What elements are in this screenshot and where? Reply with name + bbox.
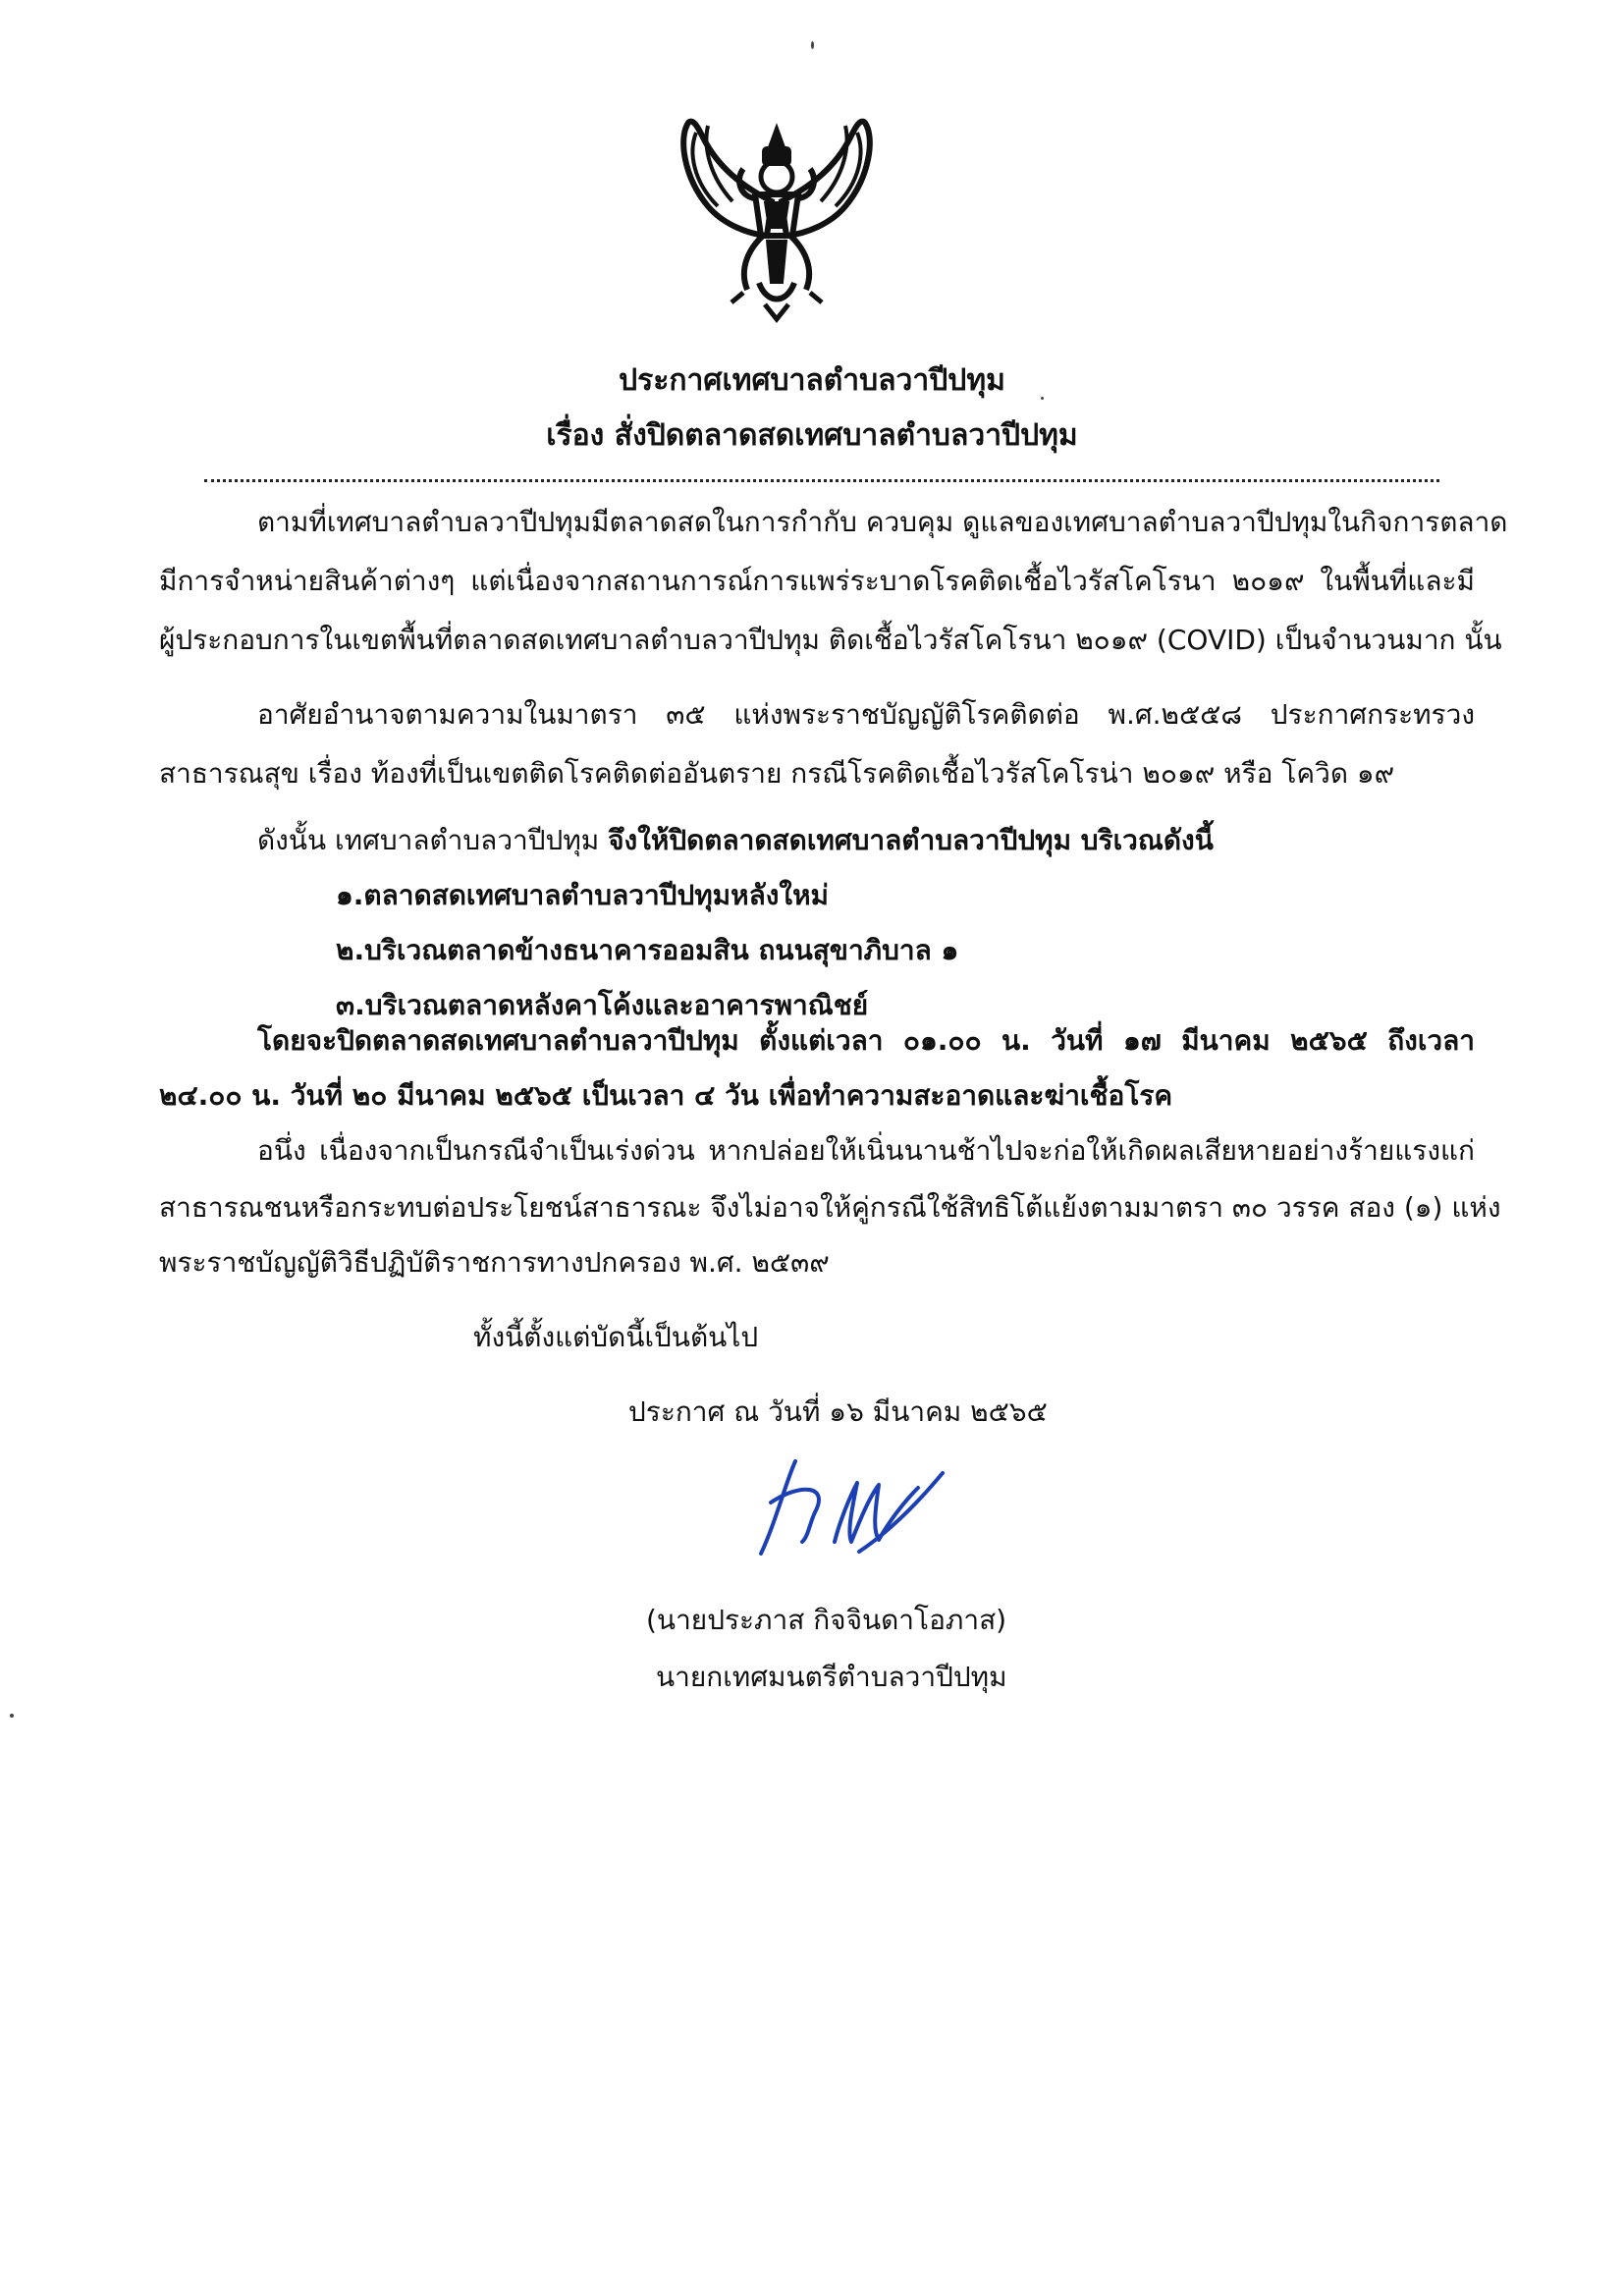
signature-icon bbox=[741, 1444, 947, 1561]
paragraph-3-intro-emphasis: จึงให้ปิดตลาดสดเทศบาลตำบลวาปีปทุม บริเวณดังนี้ bbox=[608, 824, 1214, 856]
page-title: ประกาศเทศบาลตำบลวาปีปทุม bbox=[619, 363, 1005, 398]
paragraph-2-line-2: สาธารณสุข เรื่อง ท้องที่เป็นเขตติดโรคติดต่ออันตราย กรณีโรคติดเชื้อไวรัสโคโรน่า ๒๐๑๙ หรือ โควิด ๑๙ bbox=[159, 757, 1395, 790]
closure-period-line-1: โดยจะปิดตลาดสดเทศบาลตำบลวาปีปทุม ตั้งแต่เวลา ๐๑.๐๐ น. วันที่ ๑๗ มีนาคม ๒๕๖๕ ถึงเวลา bbox=[257, 1024, 1475, 1057]
paragraph-1-line-3: ผู้ประกอบการในเขตพื้นที่ตลาดสดเทศบาลตำบลวาปีปทุม ติดเชื้อไวรัสโคโรนา ๒๐๑๙ (COVID) เป็นจำนวนมาก นั้น bbox=[159, 624, 1502, 656]
closure-area-item-1: ๑.ตลาดสดเทศบาลตำบลวาปีปทุมหลังใหม่ bbox=[336, 879, 830, 911]
paragraph-3-intro-text: ดังนั้น เทศบาลตำบลวาปีปทุม bbox=[257, 824, 609, 856]
paragraph-1-line-1: ตามที่เทศบาลตำบลวาปีปทุมมีตลาดสดในการกำกับ ควบคุม ดูแลของเทศบาลตำบลวาปีปทุมในกิจการตลาด bbox=[257, 506, 1508, 538]
signer-name: (นายประภาส กิจจินดาโอภาส) bbox=[646, 1604, 1007, 1636]
paragraph-4-line-1: อนึ่ง เนื่องจากเป็นกรณีจำเป็นเร่งด่วน หากปล่อยให้เนิ่นนานช้าไปจะก่อให้เกิดผลเสียหายอย่างร้ายแรงแก่ bbox=[257, 1134, 1475, 1167]
effective-statement: ทั้งนี้ตั้งแต่บัดนี้เป็นต้นไป bbox=[473, 1321, 759, 1353]
closure-area-item-2: ๒.บริเวณตลาดข้างธนาคารออมสิน ถนนสุขาภิบาล ๑ bbox=[336, 934, 959, 966]
paragraph-3-intro bbox=[257, 821, 1214, 860]
scan-speck bbox=[811, 41, 814, 49]
dotted-divider bbox=[204, 479, 1439, 482]
paragraph-2-line-1: อาศัยอำนาจตามความในมาตรา ๓๕ แห่งพระราชบัญญัติโรคติดต่อ พ.ศ.๒๕๕๘ ประกาศกระทรวง bbox=[257, 698, 1475, 731]
scan-speck bbox=[1041, 397, 1044, 400]
subject-line: เรื่อง สั่งปิดตลาดสดเทศบาลตำบลวาปีปทุม bbox=[546, 418, 1078, 453]
garuda-emblem-icon bbox=[649, 108, 904, 324]
paragraph-4-line-3: พระราชบัญญัติวิธีปฏิบัติราชการทางปกครอง พ.ศ. ๒๕๓๙ bbox=[159, 1246, 830, 1279]
signer-position: นายกเทศมนตรีตำบลวาปีปทุม bbox=[656, 1661, 1007, 1693]
closure-period-line-2: ๒๔.๐๐ น. วันที่ ๒๐ มีนาคม ๒๕๖๕ เป็นเวลา ๔ วัน เพื่อทำความสะอาดและฆ่าเชื้อโรค bbox=[159, 1079, 1173, 1112]
closure-area-item-3: ๓.บริเวณตลาดหลังคาโค้งและอาคารพาณิชย์ bbox=[336, 989, 869, 1021]
scan-speck bbox=[10, 1714, 14, 1718]
paragraph-4-line-2: สาธารณชนหรือกระทบต่อประโยชน์สาธารณะ จึงไม่อาจให้คู่กรณีใช้สิทธิโต้แย้งตามมาตรา ๓๐ วรรค สอง (๑) แห่ง bbox=[159, 1191, 1501, 1224]
paragraph-1-line-2: มีการจำหน่ายสินค้าต่างๆ แต่เนื่องจากสถานการณ์การแพร่ระบาดโรคติดเชื้อไวรัสโคโรนา ๒๐๑๙ ในพื้นที่และมี bbox=[159, 565, 1475, 597]
announcement-date: ประกาศ ณ วันที่ ๑๖ มีนาคม ๒๕๖๕ bbox=[628, 1395, 1048, 1428]
